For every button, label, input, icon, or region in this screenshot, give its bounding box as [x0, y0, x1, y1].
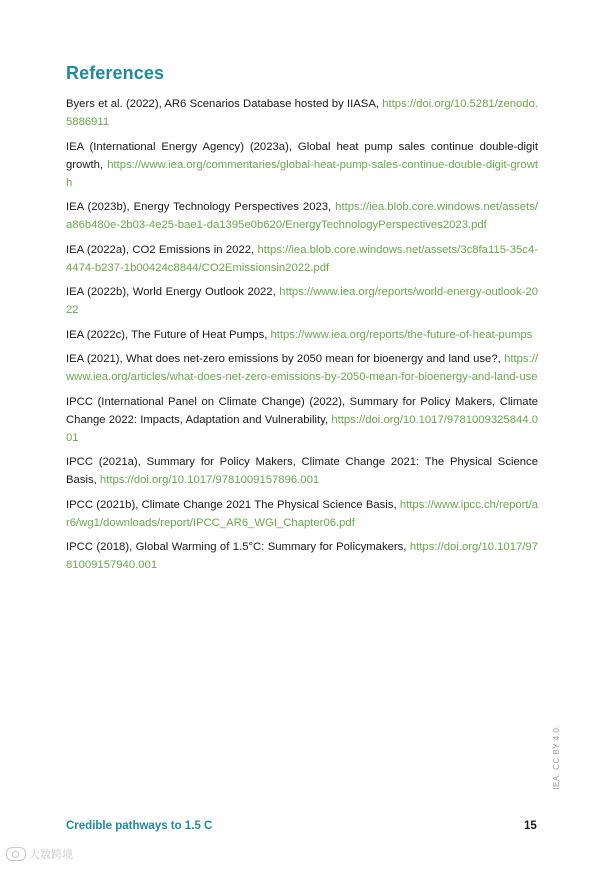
- watermark-text: 大数跨境: [29, 849, 73, 861]
- reference-link[interactable]: https://www.iea.org/reports/world-energy-outlook-2022: [66, 286, 538, 316]
- reference-item: [66, 453, 538, 489]
- reference-link[interactable]: https://www.iea.org/articles/what-does-net-zero-emissions-by-2050-mean-for-bioenergy-and-land-use: [66, 353, 538, 383]
- reference-text: IEA (2022b), World Energy Outlook 2022,: [66, 286, 280, 298]
- reference-item: [66, 138, 538, 192]
- reference-link[interactable]: https://www.ipcc.ch/report/ar6/wg1/downloads/report/IPCC_AR6_WGI_Chapter06.pdf: [66, 498, 538, 529]
- license-note: IEA. CC BY 4.0.: [552, 725, 561, 790]
- reference-text: IPCC (2018), Global Warming of 1.5°C: Summary for Policymakers,: [66, 541, 410, 553]
- reference-item: [66, 241, 538, 277]
- reference-link[interactable]: https://iea.blob.core.windows.net/assets/a86b480e-2b03-4e25-bae1-da1395e0b620/EnergyTechnologyPerspectives2023.pdf: [66, 201, 538, 231]
- reference-link[interactable]: https://iea.blob.core.windows.net/assets/3c8fa115-35c4-4474-b237-1b00424c8844/CO2Emissionsin2022.pdf: [66, 243, 538, 274]
- reference-text: IEA (2022a), CO2 Emissions in 2022,: [66, 243, 258, 256]
- reference-text: IEA (2022c), The Future of Heat Pumps,: [66, 328, 271, 341]
- page-number: 15: [524, 820, 537, 832]
- page-title: References: [66, 63, 165, 83]
- reference-link[interactable]: https://www.iea.org/reports/the-future-of-heat-pumps: [270, 328, 533, 341]
- reference-item: [66, 393, 538, 447]
- watermark-logo-icon: [6, 847, 26, 861]
- reference-text: Byers et al. (2022), AR6 Scenarios Database hosted by IIASA,: [66, 98, 383, 110]
- reference-item: [66, 198, 538, 234]
- reference-text: IEA (2023b), Energy Technology Perspectives 2023,: [66, 201, 336, 213]
- reference-link[interactable]: https://doi.org/10.1017/9781009157940.001: [66, 541, 538, 571]
- reference-text: IEA (2021), What does net-zero emissions by 2050 mean for bioenergy and land use?,: [66, 353, 505, 365]
- reference-item: [66, 538, 538, 574]
- reference-text: IPCC (2021b), Climate Change 2021 The Physical Science Basis,: [66, 498, 400, 511]
- reference-item: [66, 326, 538, 344]
- reference-link[interactable]: https://doi.org/10.1017/9781009325844.001: [66, 413, 538, 444]
- reference-list: [66, 95, 538, 581]
- reference-text: IEA (International Energy Agency) (2023a), Global heat pump sales continue double-digit growth,: [66, 140, 538, 171]
- reference-text: IPCC (International Panel on Climate Change) (2022), Summary for Policy Makers, Climate Change 2022: Impacts, Adaptation and Vulnerability,: [66, 395, 538, 426]
- reference-link[interactable]: https://www.iea.org/commentaries/global-heat-pump-sales-continue-double-digit-growth: [66, 158, 538, 189]
- reference-link[interactable]: https://doi.org/10.1017/9781009157896.001: [99, 474, 320, 486]
- reference-link[interactable]: https://doi.org/10.5281/zenodo.5886911: [66, 98, 538, 128]
- reference-item: [66, 283, 538, 319]
- reference-text: IPCC (2021a), Summary for Policy Makers, Climate Change 2021: The Physical Science Basis,: [66, 456, 538, 486]
- watermark: [6, 846, 73, 862]
- footer-title: Credible pathways to 1.5 C: [66, 820, 213, 832]
- reference-item: [66, 350, 538, 386]
- reference-item: [66, 496, 538, 532]
- reference-item: [66, 95, 538, 131]
